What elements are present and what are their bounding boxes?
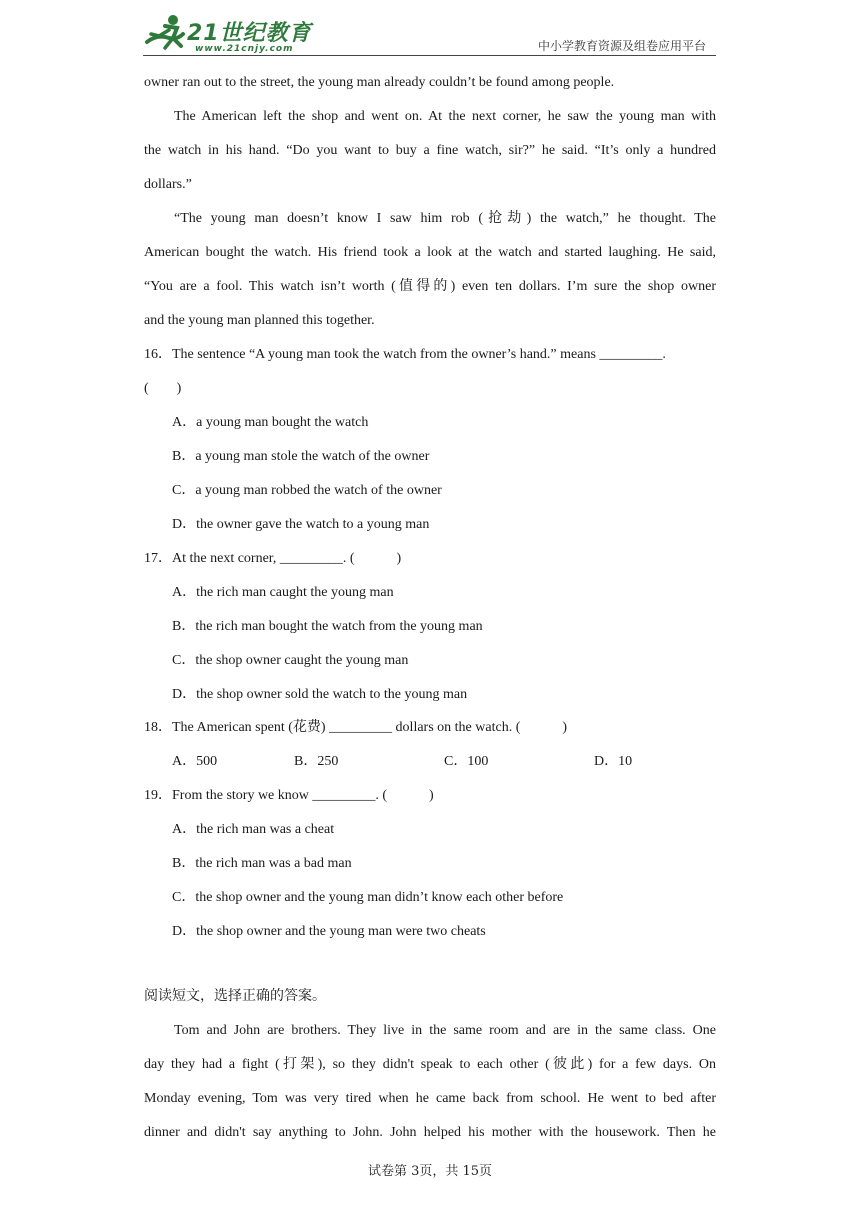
q18-options-row [172, 745, 716, 779]
page-header [143, 8, 716, 56]
page-number: 试卷第 3页，共 15页 [367, 1164, 493, 1179]
q18-option-d: D．10 [594, 754, 633, 769]
passage-line: owner ran out to the street, the young man already couldn’t be found among people. [144, 75, 615, 90]
question-17-stem: 17．At the next corner, _________. ( ) [144, 551, 402, 566]
section-instruction: 阅读短文，选择正确的答案。 [144, 989, 326, 1004]
logo [143, 12, 313, 56]
q19-option-a: A．the rich man was a cheat [172, 822, 335, 837]
q17-option-d: D．the shop owner sold the watch to the young man [172, 687, 468, 702]
passage-line: The American left the shop and went on. At the next corner, he saw the young man with [174, 109, 716, 124]
q16-option-a: A．a young man bought the watch [172, 415, 369, 430]
q16-option-c: C．a young man robbed the watch of the owner [172, 483, 442, 498]
q17-option-c: C．the shop owner caught the young man [172, 653, 409, 668]
question-16-stem: 16．The sentence “A young man took the watch from the owner’s hand.” means _________. [144, 347, 666, 362]
q19-option-b: B．the rich man was a bad man [172, 856, 352, 871]
header-divider [143, 55, 716, 56]
q17-option-b: B．the rich man bought the watch from the young man [172, 619, 483, 634]
logo-url: www.21cnjy.com [195, 44, 294, 54]
platform-name: 中小学教育资源及组卷应用平台 [537, 39, 706, 53]
passage-line: dollars.” [144, 177, 192, 192]
passage2-line: Tom and John are brothers. They live in the same room and are in the same class. One [174, 1023, 716, 1038]
passage-line: American bought the watch. His friend took a look at the watch and started laughing. He said, [144, 245, 716, 260]
passage-line: the watch in his hand. “Do you want to buy a fine watch, sir?” he said. “It’s only a hundred [144, 143, 716, 158]
q19-option-c: C．the shop owner and the young man didn’t know each other before [172, 890, 564, 905]
q16-option-d: D．the owner gave the watch to a young man [172, 517, 430, 532]
q19-option-d: D．the shop owner and the young man were two cheats [172, 924, 486, 939]
q18-option-b: B．250 [294, 754, 339, 769]
logo-text: 21世纪教育 [187, 21, 312, 46]
passage2-line: day they had a fight (打架), so they didn't speak to each other (彼此) for a few days. On [144, 1057, 716, 1072]
passage-line: and the young man planned this together. [144, 313, 375, 328]
passage2-line: dinner and didn't say anything to John. John helped his mother with the housework. Then he [144, 1125, 716, 1140]
q16-option-b: B．a young man stole the watch of the owner [172, 449, 430, 464]
runner-logo-icon [143, 12, 191, 54]
question-16-bracket: ( ) [144, 381, 182, 396]
passage-line: “You are a fool. This watch isn’t worth (值得的) even ten dollars. I’m sure the shop owner [144, 279, 716, 294]
question-18-stem: 18．The American spent (花费) _________ dollars on the watch. ( ) [144, 720, 568, 735]
question-19-stem: 19．From the story we know _________. ( ) [144, 788, 434, 803]
q18-option-c: C．100 [444, 754, 489, 769]
passage-line: “The young man doesn’t know I saw him rob (抢劫) the watch,” he thought. The [174, 211, 716, 226]
q18-option-a: A．500 [172, 754, 218, 769]
q17-option-a: A．the rich man caught the young man [172, 585, 394, 600]
passage2-line: Monday evening, Tom was very tired when he came back from school. He went to bed after [144, 1091, 716, 1106]
